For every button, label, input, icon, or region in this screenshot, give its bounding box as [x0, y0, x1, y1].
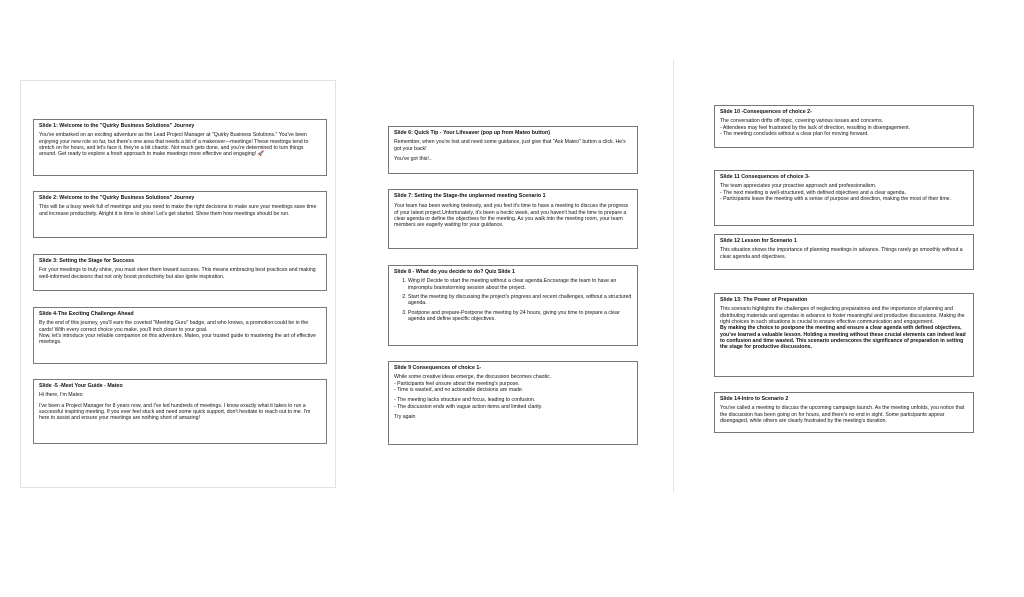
- slide-14-body: You've called a meeting to discuss the upcoming campaign launch. As the meeting unfolds, you notice that the discussion has been going on for hours, and there's no end in sight. Some participants appear disengaged, while others are clearly frustrated by the meeting's duration.: [720, 405, 965, 424]
- slide-13-card: [714, 293, 974, 377]
- slide-3-title: Slide 3: Setting the Stage for Success: [39, 258, 135, 264]
- slide-2-card: [33, 191, 327, 238]
- quiz-option-2[interactable]: 2. Start the meeting by discussing the project's progress and recent challenges, without a structured agenda.: [408, 294, 632, 307]
- slide-9-outcomes: - The meeting lacks structure and focus, leading to confusion. - The discussion ends with vague action items and limited clarity.: [394, 397, 543, 410]
- slide-13-body: This scenario highlights the challenges of neglecting preparations and the importance of planning and distributing materials and agendas in advance to foster meaningful and productive discussions. Making the right choices in such situations is crucial to ensure effective communication and engagement.: [720, 306, 965, 325]
- slide-8-card: [388, 265, 638, 346]
- slide-2-title: Slide 2: Welcome to the "Quirky Business Solutions" Journey: [39, 195, 195, 201]
- document-page-1: [20, 80, 336, 488]
- slide-6-closing: You've got this!..: [394, 156, 432, 162]
- slide-11-card: [714, 170, 974, 226]
- slide-10-title: Slide 10 -Consequences of choice 2-: [720, 109, 812, 115]
- slide-6-body: Remember, when you're lost and need some guidance, just give that "Ask Mateo" button a click. He's got your back!: [394, 139, 626, 152]
- document-page-3: [674, 60, 1004, 492]
- slide-6-title: Slide 6: Quick Tip - Your Lifesaver (pop up from Mateo button): [394, 130, 550, 136]
- slide-9-consequences: While some creative ideas emerge, the discussion becomes chaotic. - Participants feel unsure about the meeting's purpose. - Time is wasted, and no actionable decisions are made.: [394, 374, 552, 393]
- slide-12-title: Slide 12 Lesson for Scenario 1: [720, 238, 797, 244]
- slide-4-body: By the end of this journey, you'll earn the coveted "Meeting Guru" badge, and who knows, a promotion could be in the cards! With every correct choice you make, you'll inch closer to your goal. Now, let's introduce your reliable companion on this adventure, Mateo, your trusted guide to mastering the art of effective meetings.: [39, 320, 316, 346]
- slide-1-title: Slide 1: Welcome to the "Quirky Business Solutions" Journey: [39, 123, 195, 129]
- slide-14-title: Slide 14-Intro to Scenario 2: [720, 396, 789, 402]
- slide-13-title: Slide 13: The Power of Preparation: [720, 297, 808, 303]
- slide-13-lesson: By making the choice to postpone the meeting and ensure a clear agenda with defined objectives, you've learned a valuable lesson. Holding a meeting without these crucial elements can indeed lead to confusion and time wasted. This scenario underscores the significance of preparation in setting the stage for productive discussions.: [720, 325, 966, 351]
- slide-3-body: For your meetings to truly shine, you must steer them toward success. This means embracing best practices and making well-informed decisions that not only boost productivity but also ignite inspiration.: [39, 267, 316, 280]
- slide-14-card: [714, 392, 974, 433]
- slide-12-body: This situation shows the importance of planning meetings in advance. Things rarely go smoothly without a clear agenda and objectives.: [720, 247, 963, 260]
- quiz-option-3[interactable]: 3. Postpone and prepare-Postpone the meeting by 24 hours, giving you time to prepare a clear agenda and define specific objectives.: [408, 310, 632, 323]
- slide-12-card: [714, 234, 974, 270]
- slide-4-card: [33, 307, 327, 364]
- slide-5-greeting: Hi there, I'm Mateo: [39, 392, 83, 399]
- slide-2-body: This will be a busy week full of meetings and you need to make the right decisions to make sure your meetings save time and increase productivity. Alright it is time to shine! Let's get started. Show them how meetings should be run.: [39, 204, 317, 217]
- slide-8-title: Slide 8 - What do you decide to do? Quiz Slide 1: [394, 269, 515, 275]
- slide-5-body: I've been a Project Manager for 8 years now, and I've led hundreds of meetings. I know exactly what it takes to run a successful inspiring meeting. If you ever feel stuck and need some quick support, don't hesitate to reach out to me. I'm here to assist and ensure your meetings are nothing short of amazing!: [39, 402, 311, 422]
- try-again-link[interactable]: Try again: [394, 413, 416, 420]
- quiz-options-list: [408, 278, 632, 322]
- slide-4-title: Slide 4-The Exciting Challenge Ahead: [39, 311, 134, 317]
- slide-6-card: [388, 126, 638, 174]
- slide-3-card: [33, 254, 327, 291]
- slide-7-body: Your team has been working tirelessly, and you feel it's time to have a meeting to discuss the progress of your latest project.Unfortunately, it's been a hectic week, and you haven't had the time to prepare a clear agenda or define the objectives for the meeting. As you walk into the meeting room, your team members are eagerly waiting for your guidance.: [394, 203, 629, 229]
- slide-7-title: Slide 7: Setting the Stage-the unplanned meeting Scenario 1: [394, 193, 546, 199]
- slide-1-body: You've embarked on an exciting adventure as the Lead Project Manager at "Quirky Business Solutions." You've been enjoying your new role so far, but there's one area that needs a bit of a makeover—meetings! These meetings tend to stretch on for hours, and let's face it, they're a bit chaotic. Not much gets done, and you're determined to turn things around. Get ready to explore a fresh approach to make meetings more effective and engaging! 🚀: [39, 132, 309, 158]
- slide-11-body: The team appreciates your proactive approach and professionalism. - The next meeting is well-structured, with defined objectives and a clear agenda. - Participants leave the meeting with a sense of purpose and direction, making the most of their time.: [720, 183, 951, 202]
- slide-5-title: Slide -5 -Meet Your Guide - Mateo: [39, 383, 123, 389]
- document-page-2: [336, 60, 674, 492]
- slide-9-title: Slide 9 Consequences of choice 1-: [394, 365, 482, 371]
- slide-9-card: [388, 361, 638, 445]
- slide-1-card: [33, 119, 327, 176]
- slide-11-title: Slide 11 Consequences of choice 3-: [720, 174, 810, 180]
- slide-7-card: [388, 189, 638, 249]
- slide-10-card: [714, 105, 974, 148]
- quiz-option-1[interactable]: 1. Wing it! Decide to start the meeting without a clear agenda.Encourage the team to have an impromptu brainstorming session about the project.: [408, 278, 632, 291]
- slide-5-card: [33, 379, 327, 444]
- slide-10-body: The conversation drifts off-topic, covering various issues and concerns. - Attendees may feel frustrated by the lack of direction, resulting in disengagement. - The meeting concludes without a clear plan for moving forward.: [720, 118, 911, 137]
